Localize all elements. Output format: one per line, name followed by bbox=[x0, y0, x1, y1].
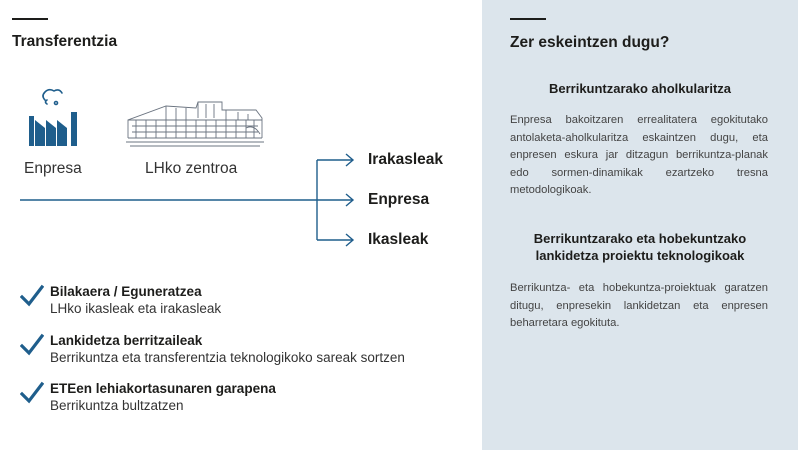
target-teachers: Irakasleak bbox=[368, 151, 443, 168]
target-students: Ikasleak bbox=[368, 231, 429, 248]
check-text: Berrikuntza eta transferentzia teknologikoko sareak sortzen bbox=[50, 350, 405, 365]
offer-panel bbox=[482, 0, 798, 450]
source-label-company: Enpresa bbox=[24, 160, 82, 177]
check-item bbox=[20, 333, 460, 369]
checkmark-icon bbox=[20, 284, 44, 308]
check-item bbox=[20, 381, 460, 417]
offer-heading-projects: Berrikuntzarako eta hobekuntzako lankidetza proiektu teknologikoak bbox=[533, 231, 747, 263]
check-item bbox=[20, 284, 460, 320]
check-title: Bilakaera / Eguneratzea bbox=[50, 284, 202, 299]
offer-title-rule bbox=[510, 18, 546, 20]
check-title: ETEen lehiakortasunaren garapena bbox=[50, 381, 276, 396]
check-text: LHko ikasleak eta irakasleak bbox=[50, 301, 222, 316]
source-label-center: LHko zentroa bbox=[145, 160, 238, 177]
check-text: Berrikuntza bultzatzen bbox=[50, 398, 184, 413]
transfer-title: Transferentzia bbox=[12, 33, 118, 50]
offer-heading-advisory: Berrikuntzarako aholkularitza bbox=[548, 81, 732, 96]
offer-body-projects: Berrikuntza- eta hobekuntza-proiektuak garatzen ditugu, enpresekin lankidetzan eta enpresen beharretara egokituta. bbox=[510, 282, 768, 329]
target-company: Enpresa bbox=[368, 191, 430, 208]
offer-title: Zer eskeintzen dugu? bbox=[510, 34, 670, 51]
checkmark-icon bbox=[20, 381, 44, 405]
flow-diagram bbox=[0, 0, 482, 260]
checkmark-icon bbox=[20, 333, 44, 357]
check-title: Lankidetza berritzaileak bbox=[50, 333, 203, 348]
offer-body-advisory: Enpresa bakoitzaren errealitatera egokitutako antolaketa-aholkularitza eskaintzen dugu, eta enpresen eskura jar ditzagun berrikuntza-planak edo sormen-dinamikak ezartzeko tresna metodologikoak. bbox=[510, 114, 768, 196]
